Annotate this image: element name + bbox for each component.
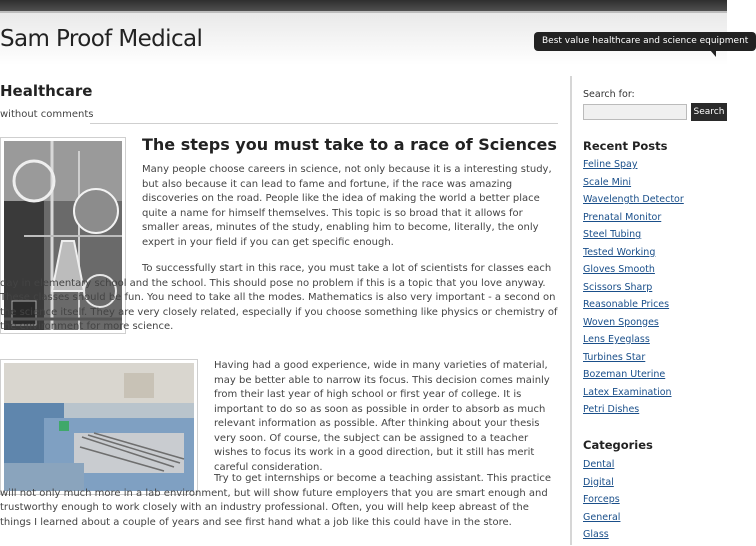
recent-post-link[interactable]: Petri Dishes — [583, 404, 640, 415]
recent-post-link[interactable]: Reasonable Prices — [583, 299, 670, 310]
category-link[interactable]: General — [583, 511, 621, 523]
recent-post-link[interactable]: Turbines Star — [583, 351, 646, 363]
recent-post-link[interactable]: Scale Mini — [583, 176, 632, 188]
recent-post-item — [583, 351, 684, 369]
post-paragraph-3: Having had a good experience, wide in many varieties of material, may be better able to narrow its focus. This decision comes mainly from their last year of high school or first year of college. It is important to do so as soon as possible in order to absorb as much relevant information as possible. After thinking about your thesis very soon. Of course, the subject can be assigned to a teacher wishes to focus its work in a good direction, but it still has merit careful consideration. — [214, 360, 550, 473]
sidebar-divider — [570, 76, 572, 545]
post-paragraph-1: Many people choose careers in science, not only because it is a interesting study, but also because it can lead to fame and fortune, if the race was amazing discoveries on the road. People like the idea of making the world a better place quite a name for himself themselves. This topic is so broad that it allows for smaller areas, minutes of the study, enabling him to become, literally, the only expert in your field if you can get specific enough. — [142, 164, 552, 248]
recent-post-item — [583, 193, 684, 211]
categories-title: Categories — [583, 438, 653, 452]
search-input[interactable] — [583, 104, 687, 120]
recent-post-link[interactable]: Latex Examination — [583, 386, 672, 398]
recent-post-item — [583, 211, 684, 229]
recent-post-link[interactable]: Scissors Sharp — [583, 281, 653, 293]
post-paragraph-4: Try to get internships or become a teaching assistant. This practice will not only much more in a lab environment, but will show future employers that you are smart enough and trustworthy enough to work closely with an industry professional. Often, you will help keep abreast of the things I learned about a couple of years and see first hand what a job like this could have in the store. — [0, 473, 552, 528]
tagline-pointer — [710, 50, 716, 57]
recent-post-link[interactable]: Wavelength Detector — [583, 194, 684, 205]
recent-posts-list — [583, 158, 684, 421]
top-bar — [0, 0, 727, 13]
category-item — [583, 511, 620, 529]
post-meta: without comments — [0, 109, 94, 120]
recent-post-item — [583, 228, 684, 246]
categories-list — [583, 458, 620, 546]
recent-post-item — [583, 263, 684, 281]
site-tagline: Best value healthcare and science equipment — [534, 32, 756, 51]
search-label: Search for: — [583, 89, 635, 100]
recent-post-item — [583, 386, 684, 404]
category-link[interactable]: Glass — [583, 529, 609, 540]
recent-post-link[interactable]: Woven Sponges — [583, 316, 659, 328]
recent-post-link[interactable]: Tested Working — [583, 246, 656, 258]
recent-post-link[interactable]: Feline Spay — [583, 159, 638, 170]
recent-post-link[interactable]: Prenatal Monitor — [583, 211, 662, 223]
recent-post-item — [583, 316, 684, 334]
category-item — [583, 476, 620, 494]
recent-post-link[interactable]: Gloves Smooth — [583, 264, 655, 275]
recent-post-item — [583, 403, 684, 421]
recent-post-link[interactable]: Steel Tubing — [583, 229, 642, 240]
recent-posts-title: Recent Posts — [583, 139, 668, 153]
category-link[interactable]: Dental — [583, 459, 615, 470]
recent-post-item — [583, 158, 684, 176]
meta-divider — [90, 123, 558, 124]
recent-post-link[interactable]: Lens Eyeglass — [583, 334, 650, 345]
category-item — [583, 493, 620, 511]
recent-post-item — [583, 281, 684, 299]
category-item — [583, 458, 620, 476]
post-title[interactable]: The steps you must take to a race of Sciences — [142, 135, 557, 154]
recent-post-item — [583, 176, 684, 194]
recent-post-item — [583, 246, 684, 264]
site-title[interactable]: Sam Proof Medical — [0, 26, 203, 52]
recent-post-item — [583, 298, 684, 316]
recent-post-link[interactable]: Bozeman Uterine — [583, 369, 666, 380]
post-paragraph-2: To successfully start in this race, you must take a lot of scientists for classes each day in elementary school and the school. This should pose no problem if this is a topic that you love anyway. These classes should be fun. You need to take all the modes. Mathematics is also very important - a second on the science itself. They are very closely related, especially if you choose something like physics or chemistry of the environment for more science. — [0, 263, 558, 332]
recent-post-item — [583, 368, 684, 386]
category-item — [583, 528, 620, 546]
category-link[interactable]: Digital — [583, 476, 614, 488]
category-link[interactable]: Forceps — [583, 494, 620, 505]
category-title: Healthcare — [0, 82, 93, 100]
search-button[interactable]: Search — [691, 103, 727, 121]
recent-post-item — [583, 333, 684, 351]
